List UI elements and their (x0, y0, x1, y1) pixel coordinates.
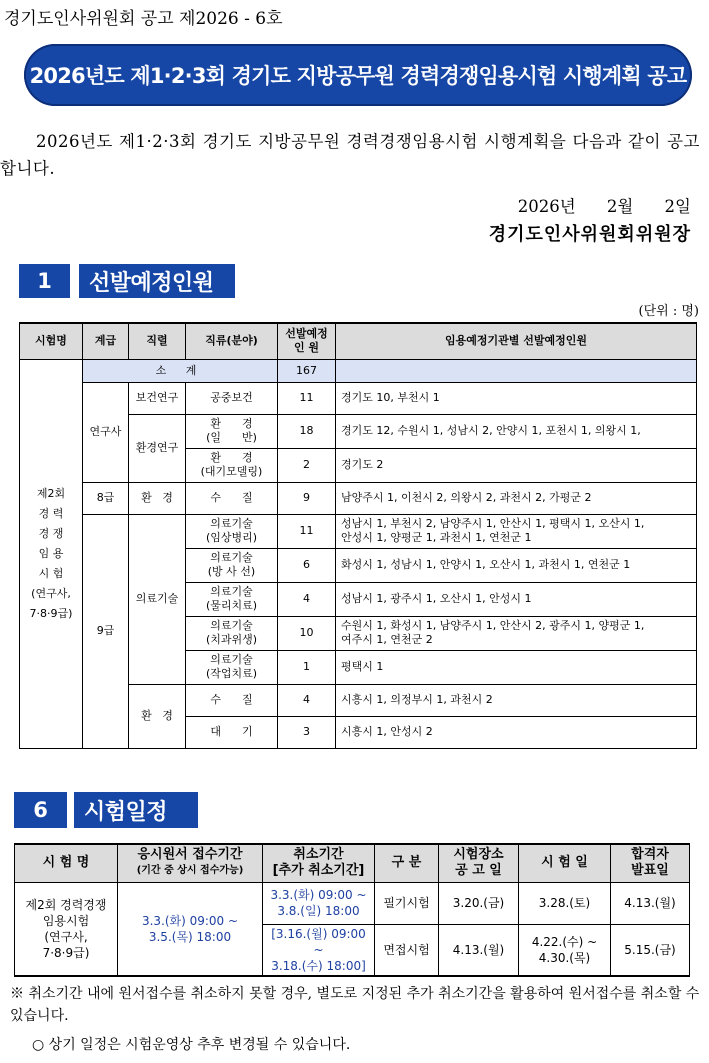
agency-cell: 시흥시 1, 의정부시 1, 과천시 2 (336, 684, 697, 716)
notice-number: 경기도인사위원회 공고 제2026 - 6호 (4, 9, 283, 29)
sched-extra-cancel-period: [3.16.(월) 09:00 ~ 3.18.(수) 18:00] (263, 924, 375, 976)
sched-date-written: 3.28.(토) (519, 882, 611, 924)
sched-type-written: 필기시험 (375, 882, 439, 924)
series-env-9: 환 경 (129, 684, 186, 748)
count-cell: 2 (278, 448, 336, 482)
exam-name-cell: 제2회 경 력 경 쟁 임 용 시 험 (연구사, 7·8·9급) (20, 359, 83, 748)
field-cell: 수 질 (186, 482, 278, 514)
sched-exam-name: 제2회 경력경쟁 임용시험 (연구사, 7·8·9급) (15, 882, 118, 976)
section-6-number: 6 (14, 792, 67, 828)
recruitment-table (19, 322, 697, 749)
count-cell: 18 (278, 414, 336, 448)
count-cell: 4 (278, 582, 336, 616)
sched-cancel-period: 3.3.(화) 09:00 ~ 3.8.(일) 18:00 (263, 882, 375, 924)
field-cell: 수 질 (186, 684, 278, 716)
agency-cell: 성남시 1, 부천시 2, 남양주시 1, 안산시 1, 평택시 1, 오산시 1, 안성시 1, 양평군 1, 과천시 1, 연천군 1 (336, 514, 697, 548)
sched-header-apply: 응시원서 접수기간 (기간 중 상시 접수가능) (118, 844, 263, 882)
section-1-title: 선발예정인원 (79, 264, 235, 298)
sched-header-result: 합격자 발표일 (611, 844, 690, 882)
sched-result-interview: 5.15.(금) (611, 924, 690, 976)
agency-cell: 화성시 1, 성남시 1, 안양시 1, 오산시 1, 과천시 1, 연천군 1 (336, 548, 697, 582)
sched-header-venue: 시험장소 공 고 일 (439, 844, 519, 882)
series-env-research: 환경연구 (129, 414, 186, 482)
header-series: 직렬 (129, 323, 186, 359)
sched-result-written: 4.13.(월) (611, 882, 690, 924)
count-cell: 1 (278, 650, 336, 684)
subtotal-label: 소 계 (83, 359, 278, 382)
agency-cell: 성남시 1, 광주시 1, 오산시 1, 안성시 1 (336, 582, 697, 616)
subtotal-count: 167 (278, 359, 336, 382)
header-exam: 시험명 (20, 323, 83, 359)
field-cell: 의료기술 (치과위생) (186, 616, 278, 650)
grade-researcher: 연구사 (83, 382, 129, 482)
agency-cell: 경기도 12, 수원시 1, 성남시 2, 안양시 1, 포천시 1, 의왕시 1, (336, 414, 697, 448)
sched-header-cancel: 취소기간 [추가 취소기간] (263, 844, 375, 882)
sched-venue-interview: 4.13.(월) (439, 924, 519, 976)
agency-cell: 수원시 1, 화성시 1, 남양주시 1, 안산시 2, 광주시 1, 양평군 1, 여주시 1, 연천군 2 (336, 616, 697, 650)
page-title: 2026년도 제1·2·3회 경기도 지방공무원 경력경쟁임용시험 시행계획 공고 (24, 44, 692, 106)
announcement-date: 2026년 2월 2일 (517, 197, 691, 216)
count-cell: 9 (278, 482, 336, 514)
header-grade: 계급 (83, 323, 129, 359)
count-cell: 11 (278, 514, 336, 548)
unit-label: (단위 : 명) (638, 304, 699, 319)
series-medical: 의료기술 (129, 514, 186, 684)
grade-8: 8급 (83, 482, 129, 514)
header-field: 직류(분야) (186, 323, 278, 359)
field-cell: 환 경 (일 반) (186, 414, 278, 448)
note-schedule-change: ○ 상기 일정은 시험운영상 추후 변경될 수 있습니다. (32, 1037, 351, 1053)
agency-cell: 시흥시 1, 안성시 2 (336, 716, 697, 748)
header-agency: 임용예정기관별 선발예정인원 (336, 323, 697, 359)
sched-date-interview: 4.22.(수) ~ 4.30.(목) (519, 924, 611, 976)
field-cell: 환 경 (대기모델링) (186, 448, 278, 482)
count-cell: 3 (278, 716, 336, 748)
section-1-number: 1 (19, 264, 70, 298)
sched-venue-written: 3.20.(금) (439, 882, 519, 924)
sched-apply-period: 3.3.(화) 09:00 ~ 3.5.(목) 18:00 (118, 882, 263, 976)
count-cell: 10 (278, 616, 336, 650)
field-cell: 대 기 (186, 716, 278, 748)
count-cell: 6 (278, 548, 336, 582)
count-cell: 11 (278, 382, 336, 414)
sched-header-exam: 시 험 명 (15, 844, 118, 882)
field-cell: 의료기술 (물리치료) (186, 582, 278, 616)
series-health: 보건연구 (129, 382, 186, 414)
agency-cell: 평택시 1 (336, 650, 697, 684)
field-cell: 의료기술 (작업치료) (186, 650, 278, 684)
intro-text: 2026년도 제1·2·3회 경기도 지방공무원 경력경쟁임용시험 시행계획을 다음과 같이 공고합니다. (0, 132, 700, 178)
agency-cell: 경기도 2 (336, 448, 697, 482)
note-cancel: ※ 취소기간 내에 원서접수를 취소하지 못할 경우, 별도로 지정된 추가 취소기간을 활용하여 원서접수를 취소할 수 있습니다. (10, 986, 700, 1024)
header-count: 선발예정 인 원 (278, 323, 336, 359)
sched-type-interview: 면접시험 (375, 924, 439, 976)
count-cell: 4 (278, 684, 336, 716)
agency-cell: 경기도 10, 부천시 1 (336, 382, 697, 414)
agency-cell: 남양주시 1, 이천시 2, 의왕시 2, 과천시 2, 가평군 2 (336, 482, 697, 514)
sched-header-date: 시 험 일 (519, 844, 611, 882)
field-cell: 의료기술 (임상병리) (186, 514, 278, 548)
section-6-title: 시험일정 (74, 792, 198, 828)
signer: 경기도인사위원회위원장 (488, 224, 691, 245)
field-cell: 의료기술 (방 사 선) (186, 548, 278, 582)
sched-header-type: 구 분 (375, 844, 439, 882)
grade-9: 9급 (83, 514, 129, 748)
series-env-8: 환 경 (129, 482, 186, 514)
schedule-table (14, 843, 690, 977)
field-cell: 공중보건 (186, 382, 278, 414)
